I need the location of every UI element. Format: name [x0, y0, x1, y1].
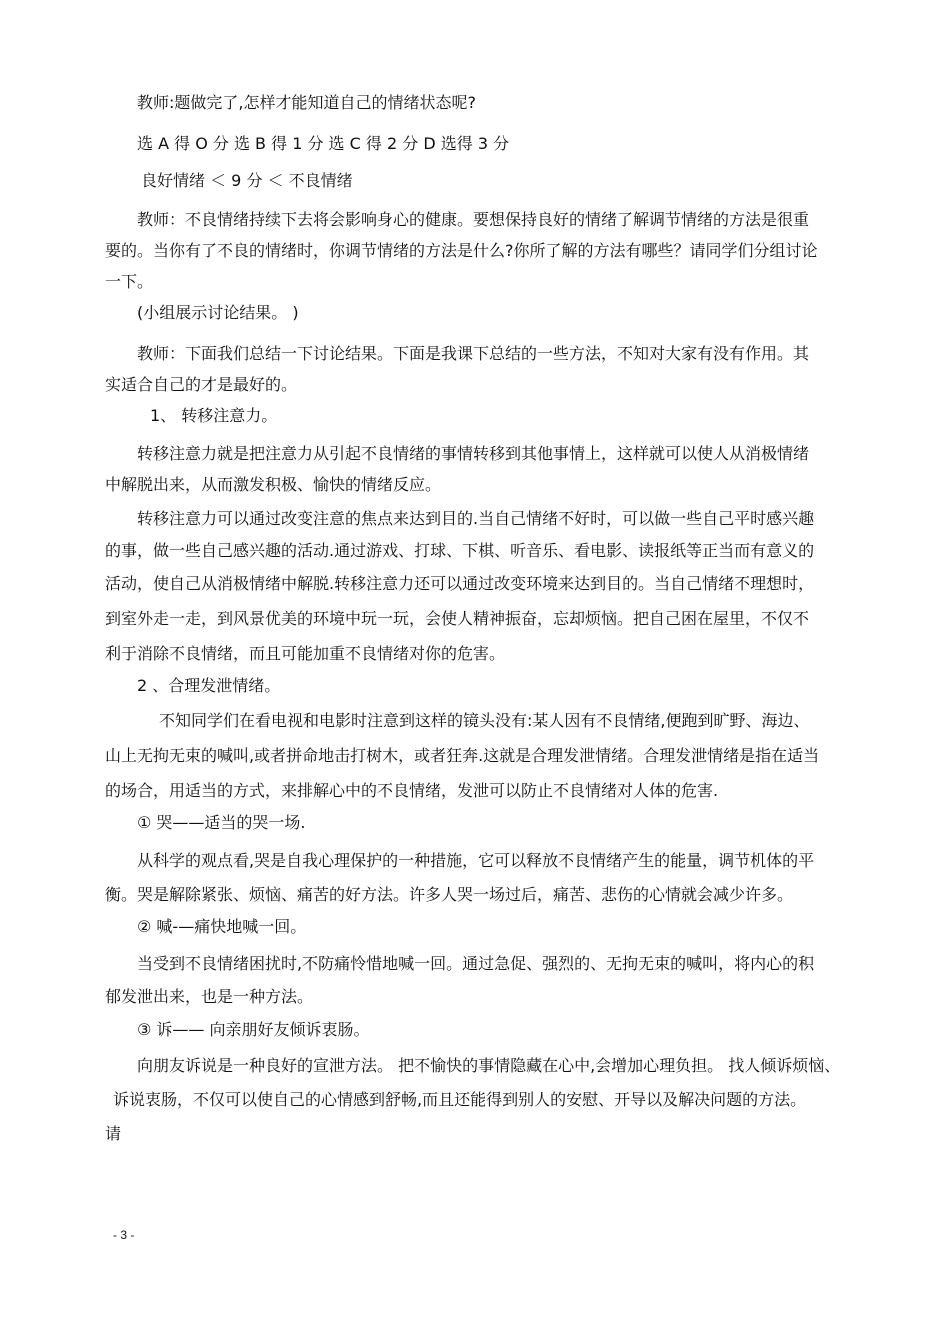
text-line: 郁发泄出来，也是一种方法。 [105, 987, 314, 1006]
text-line: 转移注意力可以通过改变注意的焦点来达到目的.当自己情绪不好时，可以做一些自己平时感兴趣 [137, 509, 815, 528]
text-line: 实适合自己的才是最好的。 [105, 375, 298, 394]
text-line: 中解脱出来，从而激发积极、愉快的情绪反应。 [105, 475, 442, 494]
text-line: (小组展示讨论结果。 ) [137, 303, 299, 322]
text-line: 要的。当你有了不良的情绪时，你调节情绪的方法是什么?你所了解的方法有哪些？请同学们分组讨论 [105, 241, 818, 260]
text-line: 从科学的观点看,哭是自我心理保护的一种措施，它可以释放不良情绪产生的能量，调节机体的平 [137, 851, 815, 870]
text-line: 教师：不良情绪持续下去将会影响身心的健康。要想保持良好的情绪了解调节情绪的方法是很重 [137, 210, 810, 229]
text-line: ① 哭——适当的哭一场. [137, 813, 306, 832]
text-line: 良好情绪 ＜ 9 分 ＜ 不良情绪 [141, 171, 353, 190]
text-line: 向朋友诉说是一种良好的宣泄方法。 把不愉快的事情隐藏在心中,会增加心理负担。 找人倾诉烦恼、 [137, 1056, 841, 1075]
text-line: 活动，使自己从消极情绪中解脱.转移注意力还可以通过改变环境来达到目的。当自己情绪不理想时， [105, 574, 815, 593]
text-line: 请 [105, 1124, 122, 1143]
text-line: 不知同学们在看电视和电影时注意到这样的镜头没有:某人因有不良情绪,便跑到旷野、海边、 [159, 711, 810, 730]
text-line: 一下。 [105, 272, 154, 291]
text-line: 的事，做一些自己感兴趣的活动.通过游戏、打球、下棋、听音乐、看电影、读报纸等正当而有意义的 [105, 541, 815, 560]
text-line: 衡。哭是解除紧张、烦恼、痛苦的好方法。许多人哭一场过后，痛苦、悲伤的心情就会减少许多。 [105, 885, 794, 904]
text-line: 诉说衷肠，不仅可以使自己的心情感到舒畅,而且还能得到别人的安慰、开导以及解决问题的方法。 [113, 1090, 807, 1109]
text-line: 2 、合理发泄情绪。 [137, 676, 281, 695]
text-line: 转移注意力就是把注意力从引起不良情绪的事情转移到其他事情上，这样就可以使人从消极情绪 [137, 444, 810, 463]
text-line: 当受到不良情绪困扰时,不防痛怜惜地喊一回。通过急促、强烈的、无拘无束的喊叫，将内心的积 [137, 954, 815, 973]
text-line: 山上无拘无束的喊叫,或者拼命地击打树木，或者狂奔.这就是合理发泄情绪。合理发泄情绪是指在适当 [105, 746, 820, 765]
page-number: - 3 - [113, 1228, 135, 1242]
text-line: 利于消除不良情绪，而且可能加重不良情绪对你的危害。 [105, 644, 506, 663]
text-line: 教师:题做完了,怎样才能知道自己的情绪状态呢? [137, 93, 476, 112]
text-line: 到室外走一走，到风景优美的环境中玩一玩，会使人精神振奋，忘却烦恼。把自己困在屋里，不仅不 [105, 609, 810, 628]
text-line: 教师：下面我们总结一下讨论结果。下面是我课下总结的一些方法，不知对大家有没有作用。其 [137, 344, 810, 363]
text-line: 的场合，用适当的方式，来排解心中的不良情绪，发泄可以防止不良情绪对人体的危害. [105, 781, 719, 800]
text-line: ③ 诉—— 向亲朋好友倾诉衷肠。 [137, 1020, 370, 1039]
text-line: ② 喊-—痛快地喊一回。 [137, 917, 307, 936]
text-line: 选 A 得 O 分 选 B 得 1 分 选 C 得 2 分 D 选得 3 分 [137, 134, 510, 153]
text-line: 1、 转移注意力。 [150, 406, 278, 425]
